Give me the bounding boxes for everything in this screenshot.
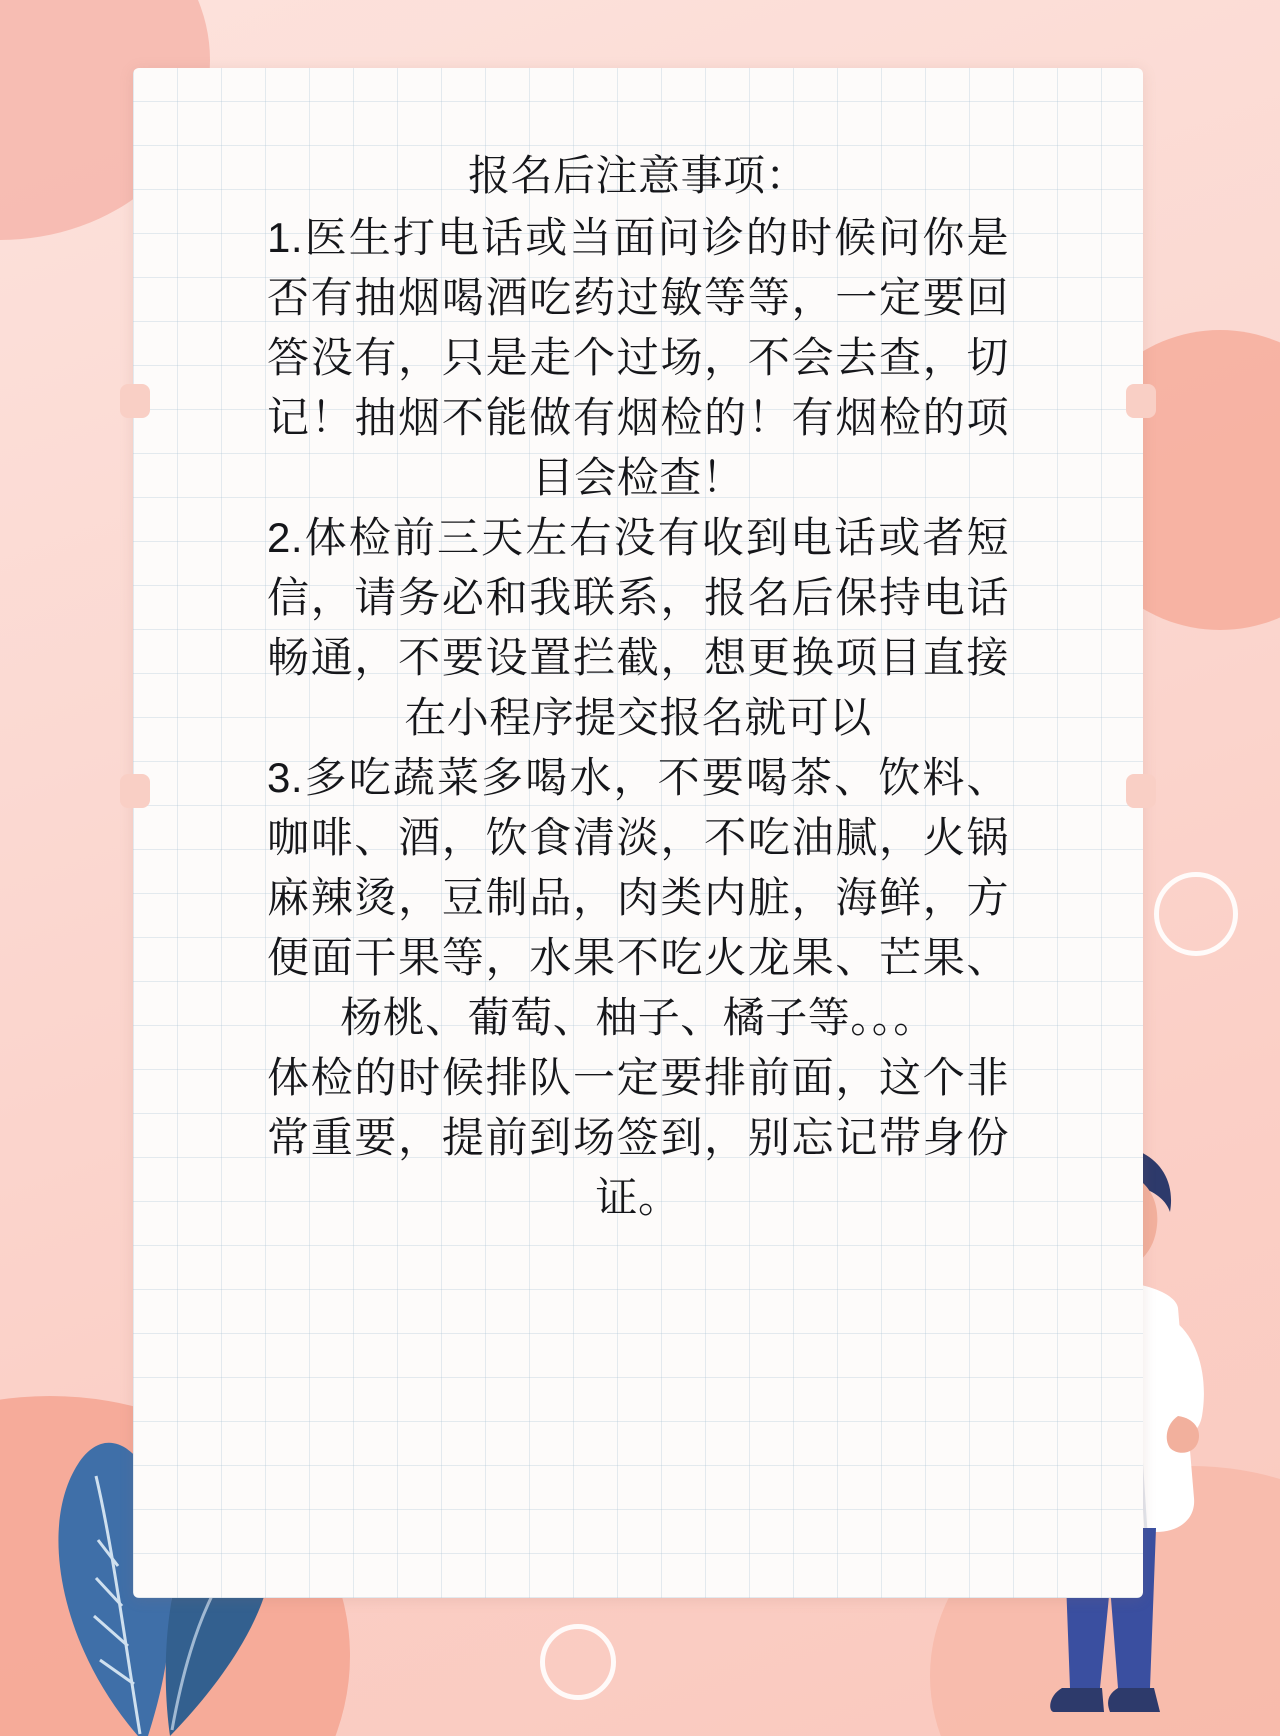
note-content xyxy=(133,68,1143,1598)
note-paragraph-1: 1.医生打电话或当面问诊的时候问你是否有抽烟喝酒吃药过敏等等，一定要回答没有，只是走个过场，不会去查，切记！抽烟不能做有烟检的！有烟检的项目会检查！ xyxy=(267,214,1009,501)
note-title: 报名后注意事项： xyxy=(467,152,808,199)
note-card xyxy=(133,68,1143,1598)
note-paragraph-3: 3.多吃蔬菜多喝水，不要喝茶、饮料、咖啡、酒，饮食清淡，不吃油腻，火锅麻辣烫，豆制品，肉类内脏，海鲜，方便面干果等，水果不吃火龙果、芒果、杨桃、葡萄、柚子、橘子等。。。 xyxy=(267,754,1009,1041)
note-paragraph-2: 2.体检前三天左右没有收到电话或者短信，请务必和我联系，报名后保持电话畅通，不要设置拦截，想更换项目直接在小程序提交报名就可以 xyxy=(267,514,1009,741)
note-paragraph-4: 体检的时候排队一定要排前面，这个非常重要，提前到场签到，别忘记带身份证。 xyxy=(267,1054,1009,1221)
decorative-ring-right xyxy=(1154,872,1238,956)
decorative-ring-bottom xyxy=(540,1624,616,1700)
